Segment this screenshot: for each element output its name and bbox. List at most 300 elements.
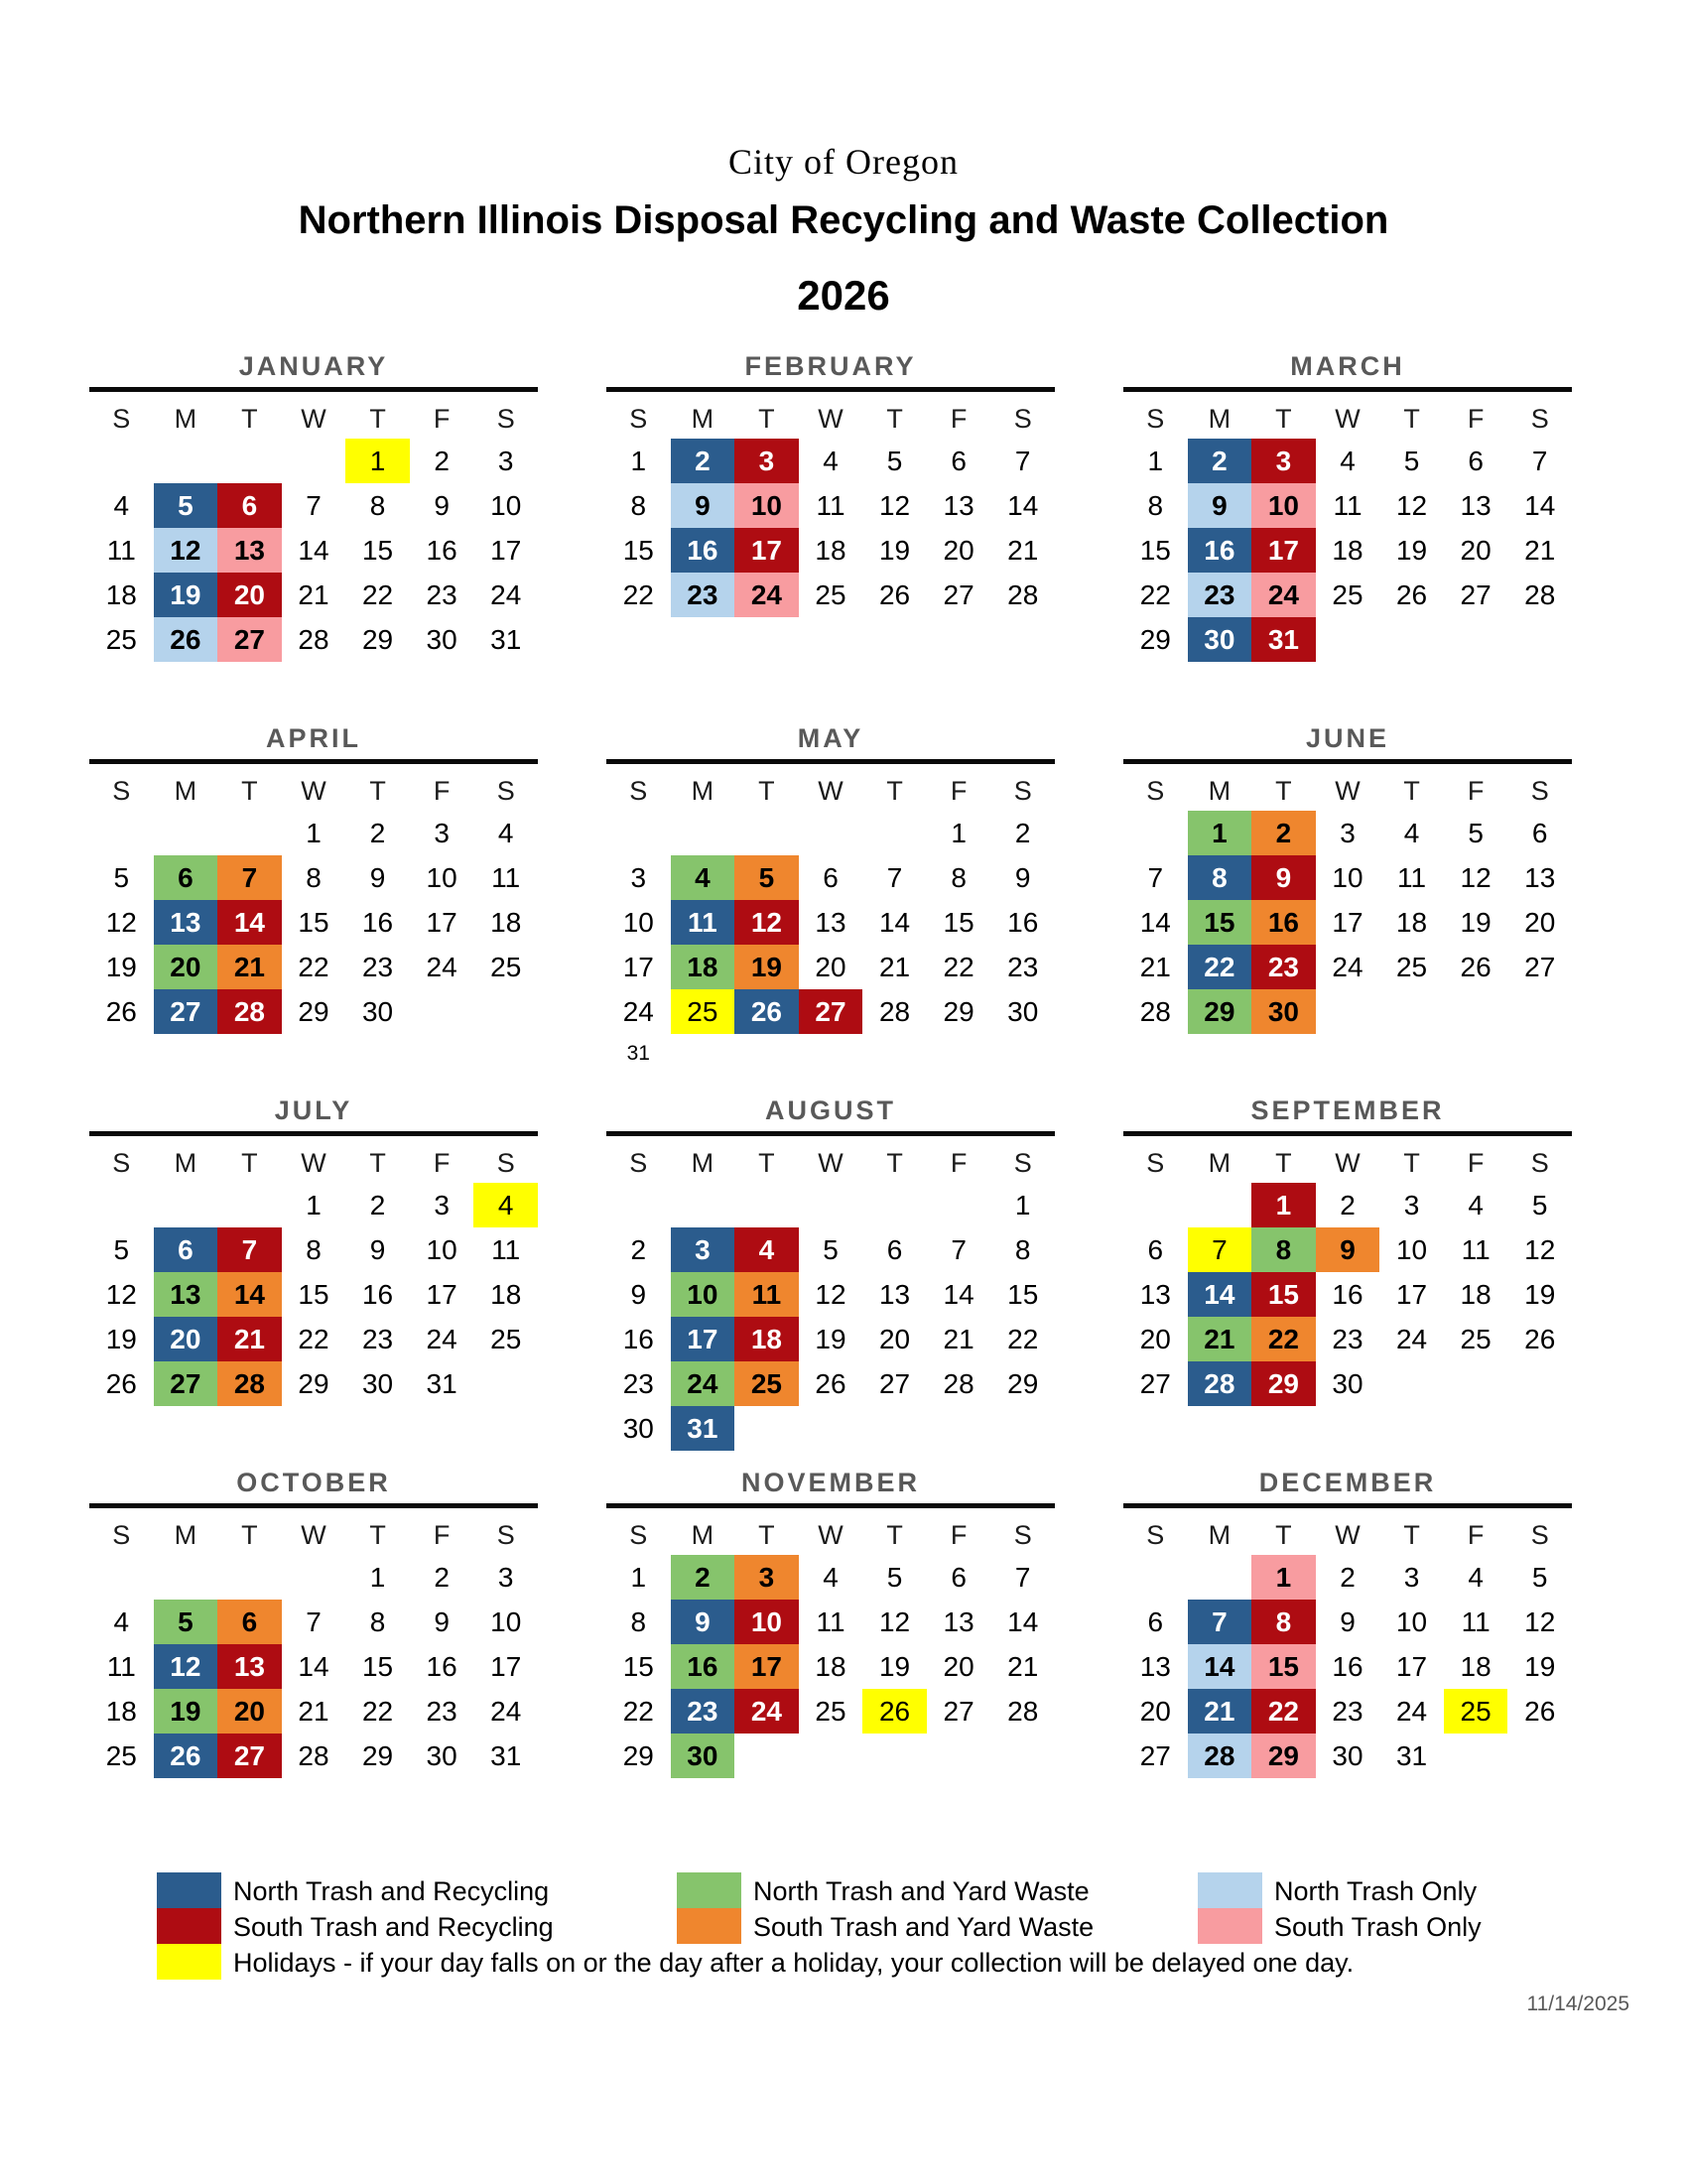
weekday-header: S [1146,1520,1165,1550]
day-cell: 6 [154,855,218,900]
day-cell: 10 [490,1606,522,1637]
day-cell: 19 [1395,535,1428,566]
day-cell: 3 [497,446,514,476]
day-cell: 10 [426,862,457,893]
day-cell: 6 [217,1600,282,1644]
day-cell: 14 [1007,1606,1039,1637]
day-cell: 6 [823,862,839,893]
empty-day-cell [282,439,346,483]
day-cell: 28 [1188,1734,1252,1778]
day-cell: 12 [815,1279,846,1310]
weekday-header: T [369,1520,386,1550]
weekday-header: F [433,404,451,434]
legend-swatch-north-trash-only [1198,1872,1262,1908]
day-cell: 10 [734,1600,799,1644]
day-cell: 26 [878,579,911,610]
empty-day-cell [1188,1183,1252,1227]
day-cell: 12 [1524,1606,1556,1637]
weekday-header: S [1146,1148,1165,1178]
month-august [606,1092,1055,1464]
empty-day-cell [89,1183,154,1227]
days-grid [606,811,1055,1079]
day-cell: 4 [1340,446,1356,476]
day-cell: 6 [1147,1606,1164,1637]
day-cell: 15 [622,1651,654,1682]
day-cell: 3 [734,1555,799,1600]
day-cell: 19 [154,1689,218,1734]
empty-day-cell [671,811,735,855]
days-grid [89,1555,538,1778]
month-title-rule [606,387,1055,392]
month-december [1123,1464,1572,1836]
day-cell: 13 [154,900,218,945]
empty-day-cell [927,1183,991,1227]
day-cell: 5 [734,855,799,900]
day-cell: 19 [105,1324,137,1354]
day-cell: 29 [361,1740,394,1771]
day-cell: 21 [1007,1651,1039,1682]
month-title: SEPTEMBER [1250,1095,1445,1125]
day-cell: 9 [671,1600,735,1644]
legend-swatch-south-trash-and-recycling [157,1908,221,1944]
day-cell: 13 [943,1606,974,1637]
weekday-header: T [241,1148,258,1178]
day-cell: 24 [734,1689,799,1734]
day-cell: 18 [671,945,735,989]
day-cell: 11 [816,490,845,521]
day-cell: 31 [490,1740,522,1771]
weekday-header-row [89,399,538,439]
day-cell: 12 [154,528,218,573]
day-cell: 22 [1139,579,1171,610]
day-cell: 22 [622,579,654,610]
weekday-header: T [886,1148,903,1178]
month-october [89,1464,538,1836]
day-cell: 5 [886,446,903,476]
day-cell: 30 [622,1413,654,1444]
day-cell: 28 [217,989,282,1034]
day-cell: 17 [1395,1279,1428,1310]
days-grid [606,1555,1055,1778]
day-cell: 25 [815,579,846,610]
weekday-header: S [1146,776,1165,806]
day-cell: 2 [1188,439,1252,483]
day-cell: 12 [1524,1234,1556,1265]
day-cell: 4 [497,818,514,848]
month-title: AUGUST [765,1095,896,1125]
day-cell: 17 [734,528,799,573]
day-cell: 22 [298,952,329,982]
day-cell: 27 [799,989,863,1034]
month-title: APRIL [266,723,361,753]
day-cell: 27 [943,1696,974,1727]
empty-day-cell [89,439,154,483]
day-cell: 26 [1524,1324,1556,1354]
day-cell: 28 [1188,1361,1252,1406]
day-cell: 30 [426,624,457,655]
day-cell: 9 [369,862,386,893]
empty-day-cell [154,439,218,483]
day-cell: 8 [306,1234,322,1265]
day-cell: 27 [1460,579,1492,610]
day-cell: 20 [943,535,974,566]
day-cell: 7 [1014,1562,1031,1593]
day-cell: 21 [1007,535,1039,566]
day-cell: 6 [1531,818,1548,848]
day-cell: 27 [878,1368,911,1399]
day-cell: 9 [1251,855,1316,900]
day-cell: 19 [105,952,137,982]
day-cell: 31 [1251,617,1316,662]
weekday-header-row [606,1143,1055,1183]
day-cell: 2 [369,818,386,848]
day-cell: 3 [1403,1562,1420,1593]
day-cell: 11 [816,1606,845,1637]
day-cell: 8 [306,862,322,893]
weekday-header: W [1335,1148,1361,1178]
day-cell: 25 [1395,952,1428,982]
day-cell: 13 [217,1644,282,1689]
day-cell: 25 [105,1740,137,1771]
weekday-header: M [691,404,714,434]
empty-day-cell [799,811,863,855]
day-cell: 4 [823,446,839,476]
day-cell: 20 [1139,1324,1171,1354]
day-cell: 29 [1007,1368,1039,1399]
day-cell: 26 [734,989,799,1034]
empty-day-cell [282,1555,346,1600]
day-cell: 12 [105,907,137,938]
day-cell: 30 [1007,996,1039,1027]
day-cell: 1 [306,818,322,848]
weekday-header: S [1013,404,1032,434]
day-cell: 8 [630,490,647,521]
day-cell: 20 [1460,535,1492,566]
day-cell: 23 [1188,573,1252,617]
weekday-header: S [629,1148,648,1178]
day-cell: 7 [217,1227,282,1272]
day-cell: 8 [1014,1234,1031,1265]
weekday-header: W [1335,1520,1361,1550]
weekday-header: S [1013,1520,1032,1550]
day-cell: 23 [1332,1324,1363,1354]
month-title-rule [89,759,538,764]
weekday-header: S [496,776,515,806]
day-cell: 14 [1188,1644,1252,1689]
weekday-header: T [758,404,775,434]
day-cell: 17 [671,1317,735,1361]
legend-label-south-trash-only: South Trash Only [1274,1912,1482,1942]
day-cell: 18 [815,1651,846,1682]
weekday-header: F [950,404,968,434]
weekday-header: T [1275,1520,1292,1550]
day-cell: 19 [815,1324,846,1354]
day-cell: 5 [154,1600,218,1644]
day-cell: 22 [1251,1317,1316,1361]
day-cell: 9 [1014,862,1031,893]
weekday-header: T [886,1520,903,1550]
day-cell: 16 [622,1324,654,1354]
day-cell: 5 [154,483,218,528]
weekday-header: M [1208,1148,1232,1178]
day-cell: 25 [1460,1324,1492,1354]
day-cell: 7 [1147,862,1164,893]
weekday-header: M [691,1520,714,1550]
month-title-rule [89,387,538,392]
month-june [1123,719,1572,1092]
day-cell: 16 [361,1279,394,1310]
day-cell: 2 [1014,818,1031,848]
weekday-header: S [496,404,515,434]
weekday-header-row [1123,1515,1572,1555]
day-cell: 15 [298,907,329,938]
weekday-header: S [629,1520,648,1550]
day-cell: 24 [490,1696,522,1727]
day-cell: 29 [622,1740,654,1771]
day-cell: 5 [1531,1190,1548,1220]
day-cell: 23 [622,1368,654,1399]
weekday-header: W [818,1148,844,1178]
day-cell: 1 [630,446,647,476]
weekday-header: F [433,1148,451,1178]
day-cell: 16 [426,535,457,566]
day-cell: 10 [1332,862,1363,893]
month-title: JANUARY [238,351,389,381]
day-cell: 2 [434,446,450,476]
month-title-rule [1123,759,1572,764]
day-cell: 11 [734,1272,799,1317]
day-cell: 16 [426,1651,457,1682]
day-cell: 25 [490,1324,522,1354]
day-cell: 16 [361,907,394,938]
day-cell: 28 [217,1361,282,1406]
day-cell: 25 [1444,1689,1508,1734]
weekday-header: S [629,404,648,434]
weekday-header: W [818,1520,844,1550]
month-title-rule [1123,387,1572,392]
weekday-header: W [1335,404,1361,434]
day-cell: 18 [734,1317,799,1361]
day-cell: 10 [1251,483,1316,528]
page-title: Northern Illinois Disposal Recycling and Waste Collection [298,198,1389,242]
day-cell: 19 [878,1651,911,1682]
day-cell: 15 [298,1279,329,1310]
day-cell: 21 [878,952,911,982]
month-title: MARCH [1290,351,1405,381]
day-cell: 3 [1403,1190,1420,1220]
day-cell: 2 [434,1562,450,1593]
weekday-header: S [1530,776,1549,806]
legend-label-north-trash-and-yard-waste: North Trash and Yard Waste [753,1876,1090,1906]
weekday-header: W [301,776,326,806]
empty-day-cell [89,1555,154,1600]
day-cell: 27 [1139,1368,1171,1399]
day-cell: 23 [361,952,394,982]
weekday-header: W [1335,776,1361,806]
weekday-header: S [112,1520,131,1550]
day-cell: 20 [878,1324,911,1354]
day-cell: 31 [626,1042,650,1065]
day-cell: 26 [815,1368,846,1399]
day-cell: 25 [490,952,522,982]
weekday-header-row [89,771,538,811]
month-february [606,347,1055,719]
day-cell: 19 [734,945,799,989]
day-cell: 21 [298,579,329,610]
weekday-header: F [1467,1148,1485,1178]
weekday-header: T [369,404,386,434]
day-cell: 24 [671,1361,735,1406]
empty-day-cell [89,811,154,855]
day-cell: 7 [951,1234,967,1265]
day-cell: 28 [1139,996,1171,1027]
legend-swatch-south-trash-only [1198,1908,1262,1944]
empty-day-cell [862,811,927,855]
month-title: NOVEMBER [740,1468,920,1497]
empty-day-cell [734,811,799,855]
day-cell: 20 [154,1317,218,1361]
day-cell: 24 [426,952,457,982]
day-cell: 1 [630,1562,647,1593]
day-cell: 22 [943,952,974,982]
day-cell: 20 [217,573,282,617]
day-cell: 7 [1531,446,1548,476]
day-cell: 10 [622,907,654,938]
day-cell: 18 [1395,907,1428,938]
month-march [1123,347,1572,719]
day-cell: 30 [1332,1368,1363,1399]
day-cell: 14 [1188,1272,1252,1317]
empty-day-cell [217,811,282,855]
weekday-header: S [1530,1148,1549,1178]
day-cell: 15 [1007,1279,1039,1310]
month-title-rule [606,1131,1055,1136]
day-cell: 14 [878,907,911,938]
day-cell: 21 [217,1317,282,1361]
month-title-rule [606,1503,1055,1508]
day-cell: 2 [1251,811,1316,855]
weekday-header: F [950,1520,968,1550]
day-cell: 15 [361,535,394,566]
days-grid [89,1183,538,1406]
day-cell: 28 [298,1740,329,1771]
day-cell: 13 [154,1272,218,1317]
weekday-header: M [691,1148,714,1178]
weekday-header: M [174,1148,197,1178]
day-cell: 5 [886,1562,903,1593]
day-cell: 19 [1524,1279,1556,1310]
day-cell: 13 [217,528,282,573]
day-cell: 14 [943,1279,974,1310]
day-cell: 10 [1395,1606,1428,1637]
day-cell: 20 [154,945,218,989]
month-november [606,1464,1055,1836]
day-cell: 1 [1147,446,1164,476]
day-cell: 2 [369,1190,386,1220]
day-cell: 30 [361,1368,394,1399]
weekday-header: M [174,404,197,434]
day-cell: 15 [943,907,974,938]
month-title: FEBRUARY [744,351,917,381]
weekday-header: T [241,776,258,806]
day-cell: 30 [1188,617,1252,662]
day-cell: 24 [490,579,522,610]
weekday-header: F [1467,1520,1485,1550]
day-cell: 13 [815,907,846,938]
day-cell: 29 [943,996,974,1027]
day-cell: 10 [426,1234,457,1265]
day-cell: 10 [734,483,799,528]
day-cell: 12 [154,1644,218,1689]
day-cell: 3 [434,818,450,848]
weekday-header: M [1208,404,1232,434]
day-cell: 1 [1188,811,1252,855]
days-grid [1123,1183,1572,1406]
day-cell: 29 [1188,989,1252,1034]
day-cell: 6 [1468,446,1484,476]
day-cell: 1 [306,1190,322,1220]
day-cell: 4 [473,1183,538,1227]
day-cell: 8 [1251,1227,1316,1272]
weekday-header: W [301,404,326,434]
day-cell: 2 [1340,1190,1356,1220]
empty-day-cell [734,1183,799,1227]
day-cell: 13 [1139,1279,1171,1310]
day-cell: 11 [491,1234,521,1265]
day-cell: 17 [426,1279,457,1310]
day-cell: 24 [426,1324,457,1354]
day-cell: 15 [622,535,654,566]
day-cell: 15 [1188,900,1252,945]
day-cell: 12 [878,490,911,521]
day-cell: 20 [1139,1696,1171,1727]
weekday-header-row [606,771,1055,811]
day-cell: 23 [426,1696,457,1727]
day-cell: 13 [1460,490,1492,521]
day-cell: 22 [361,1696,394,1727]
day-cell: 15 [1251,1272,1316,1317]
day-cell: 6 [217,483,282,528]
day-cell: 27 [1139,1740,1171,1771]
weekday-header: T [1403,1520,1420,1550]
weekday-header: W [818,404,844,434]
day-cell: 27 [1524,952,1556,982]
day-cell: 3 [734,439,799,483]
legend-swatch-north-trash-and-recycling [157,1872,221,1908]
day-cell: 16 [1332,1651,1363,1682]
day-cell: 8 [369,490,386,521]
day-cell: 31 [426,1368,457,1399]
day-cell: 25 [105,624,137,655]
empty-day-cell [1188,1555,1252,1600]
weekday-header: S [496,1520,515,1550]
day-cell: 9 [369,1234,386,1265]
day-cell: 30 [1251,989,1316,1034]
day-cell: 5 [1403,446,1420,476]
weekday-header: F [1467,776,1485,806]
day-cell: 31 [671,1406,735,1451]
day-cell: 17 [622,952,654,982]
empty-day-cell [862,1183,927,1227]
day-cell: 24 [734,573,799,617]
day-cell: 18 [105,1696,137,1727]
day-cell: 18 [815,535,846,566]
day-cell: 8 [369,1606,386,1637]
day-cell: 24 [1332,952,1363,982]
day-cell: 30 [426,1740,457,1771]
day-cell: 22 [1188,945,1252,989]
weekday-header: S [112,1148,131,1178]
